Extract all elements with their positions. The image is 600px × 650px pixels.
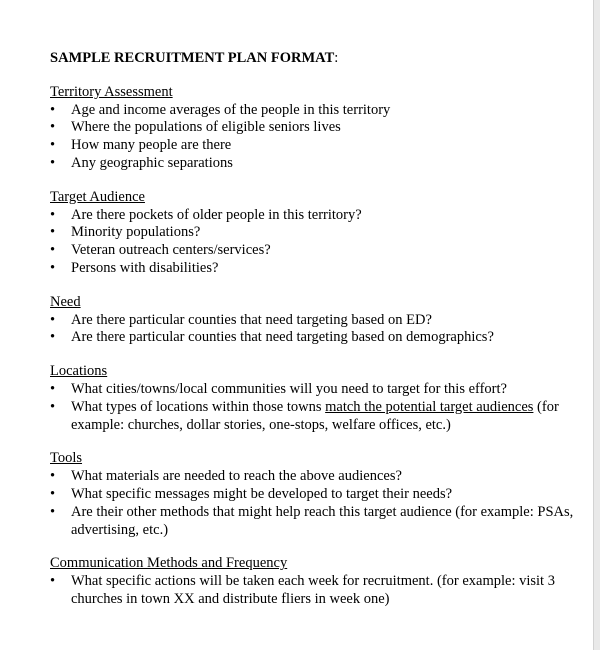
section-heading: Communication Methods and Frequency <box>50 555 288 572</box>
list-item-text: What specific messages might be developed to target their needs? <box>71 485 453 502</box>
list-item-text: Any geographic separations <box>71 154 233 171</box>
list-item <box>50 102 580 120</box>
section-territory-assessment <box>50 84 580 173</box>
list-item-text: Are there particular counties that need targeting based on ED? <box>71 311 432 328</box>
bullet-icon: • <box>50 137 56 154</box>
page-title-text: SAMPLE RECRUITMENT PLAN FORMAT <box>50 50 335 66</box>
list-item <box>50 207 580 225</box>
list-item <box>50 242 580 260</box>
bullet-icon: • <box>50 154 56 171</box>
section-need <box>50 294 580 347</box>
list-item <box>50 381 580 399</box>
list-item-text: Are there pockets of older people in this territory? <box>71 206 362 223</box>
list-item-text: Veteran outreach centers/services? <box>71 242 271 259</box>
list-item-text: Are there particular counties that need targeting based on demographics? <box>71 329 494 346</box>
section-target-audience <box>50 189 580 278</box>
bullet-icon: • <box>50 329 56 346</box>
bullet-icon: • <box>50 206 56 223</box>
bullet-icon: • <box>50 242 56 259</box>
list-item-text-underlined: match the potential target audiences <box>325 398 534 415</box>
list-item <box>50 137 580 155</box>
page-edge <box>593 0 600 650</box>
list-item <box>50 119 580 137</box>
list-item <box>50 486 580 504</box>
bullet-icon: • <box>50 101 56 118</box>
bullet-icon: • <box>50 398 56 415</box>
list-item-text: Minority populations? <box>71 224 201 241</box>
list-item-text: What materials are needed to reach the above audiences? <box>71 468 402 485</box>
bullet-icon: • <box>50 259 56 276</box>
bullet-icon: • <box>50 119 56 136</box>
bullet-list <box>50 207 580 278</box>
section-heading: Locations <box>50 363 108 380</box>
bullet-list <box>50 573 580 609</box>
list-item-text-before: What types of locations within those towns <box>71 398 326 415</box>
bullet-list <box>50 468 580 539</box>
list-item <box>50 260 580 278</box>
list-item-text: How many people are there <box>71 137 232 154</box>
bullet-list <box>50 381 580 434</box>
section-heading: Tools <box>50 450 83 467</box>
list-item <box>50 224 580 242</box>
list-item <box>50 468 580 486</box>
list-item <box>50 329 580 347</box>
list-item-text: Where the populations of eligible seniors lives <box>71 119 341 136</box>
list-item-text: Persons with disabilities? <box>71 259 219 276</box>
bullet-icon: • <box>50 311 56 328</box>
list-item-text: Age and income averages of the people in this territory <box>71 101 391 118</box>
section-locations <box>50 363 580 434</box>
list-item-text: What cities/towns/local communities will you need to target for this effort? <box>71 380 507 397</box>
section-communication-methods <box>50 555 580 608</box>
bullet-icon: • <box>50 380 56 397</box>
bullet-icon: • <box>50 485 56 502</box>
page-title <box>50 50 580 68</box>
list-item-text-after: (for example: churches, dollar stories, one-stops, welfare offices, etc.) <box>71 398 559 433</box>
list-item <box>50 399 580 435</box>
bullet-icon: • <box>50 573 56 590</box>
section-heading: Target Audience <box>50 188 145 205</box>
document-body <box>50 50 580 625</box>
section-heading: Need <box>50 293 81 310</box>
bullet-list <box>50 102 580 173</box>
page-title-colon: : <box>334 50 339 66</box>
bullet-icon: • <box>50 224 56 241</box>
list-item-text: What specific actions will be taken each week for recruitment. (for example: visit 3 churches in town XX and distribute fliers in week one) <box>71 573 555 607</box>
section-heading: Territory Assessment <box>50 83 173 100</box>
bullet-icon: • <box>50 468 56 485</box>
list-item-text: Are their other methods that might help reach this target audience (for example: PSAs, advertising, etc.) <box>71 503 574 538</box>
section-tools <box>50 450 580 539</box>
list-item <box>50 312 580 330</box>
list-item <box>50 155 580 173</box>
bullet-icon: • <box>50 503 56 520</box>
bullet-list <box>50 312 580 348</box>
list-item <box>50 504 580 540</box>
list-item <box>50 573 580 609</box>
